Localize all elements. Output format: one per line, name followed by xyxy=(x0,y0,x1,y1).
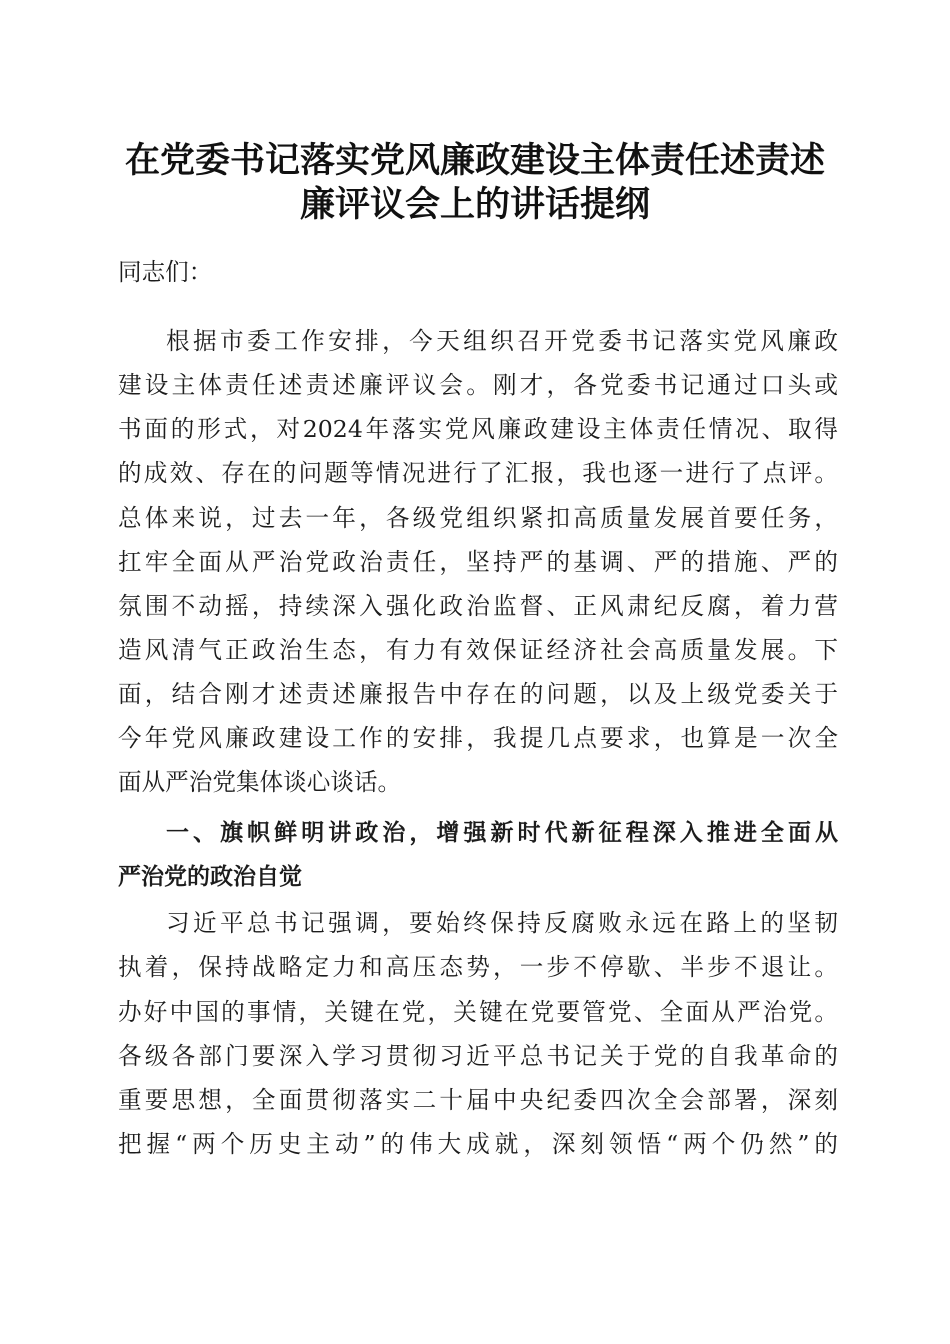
paragraph-2-line-1: 习近平总书记强调，要始终保持反腐败永远在路上的坚韧 xyxy=(166,909,838,937)
paragraph-1-line-3: 书面的形式，对2024年落实党风廉政建设主体责任情况、取得 xyxy=(118,415,838,443)
paragraph-1-line-11: 面从严治党集体谈心谈话。 xyxy=(118,768,402,796)
document-title-line-1: 在党委书记落实党风廉政建设主体责任述责述 xyxy=(124,140,825,181)
paragraph-2-line-2: 执着，保持战略定力和高压态势，一步不停歇、半步不退让。 xyxy=(118,953,838,981)
section-heading-1-line-2: 严治党的政治自觉 xyxy=(118,864,302,890)
paragraph-1-line-7: 氛围不动摇，持续深入强化政治监督、正风肃纪反腐，着力营 xyxy=(118,592,838,620)
paragraph-1-line-2: 建设主体责任述责述廉评议会。刚才，各党委书记通过口头或 xyxy=(118,371,838,399)
paragraph-1-line-1: 根据市委工作安排，今天组织召开党委书记落实党风廉政 xyxy=(166,327,838,355)
paragraph-1-line-10: 今年党风廉政建设工作的安排，我提几点要求，也算是一次全 xyxy=(118,724,838,752)
paragraph-2-line-5: 重要思想，全面贯彻落实二十届中央纪委四次全会部署，深刻 xyxy=(118,1086,838,1114)
paragraph-1-line-4: 的成效、存在的问题等情况进行了汇报，我也逐一进行了点评。 xyxy=(118,459,838,487)
paragraph-1-line-9: 面，结合刚才述责述廉报告中存在的问题，以及上级党委关于 xyxy=(118,680,838,708)
paragraph-1-line-6: 扛牢全面从严治党政治责任，坚持严的基调、严的措施、严的 xyxy=(118,548,838,576)
paragraph-2-line-4: 各级各部门要深入学习贯彻习近平总书记关于党的自我革命的 xyxy=(118,1042,838,1070)
salutation: 同志们： xyxy=(118,258,213,286)
section-heading-1-line-1: 一、旗帜鲜明讲政治，增强新时代新征程深入推进全面从 xyxy=(166,820,838,846)
paragraph-1-line-8: 造风清气正政治生态，有力有效保证经济社会高质量发展。下 xyxy=(118,636,838,664)
paragraph-2-line-6: 把握“两个历史主动”的伟大成就，深刻领悟“两个仍然”的 xyxy=(118,1130,838,1158)
document-title-line-2: 廉评议会上的讲话提纲 xyxy=(299,184,650,225)
paragraph-1-line-5: 总体来说，过去一年，各级党组织紧扣高质量发展首要任务， xyxy=(118,504,838,532)
paragraph-2-line-3: 办好中国的事情，关键在党，关键在党要管党、全面从严治党。 xyxy=(118,998,838,1026)
